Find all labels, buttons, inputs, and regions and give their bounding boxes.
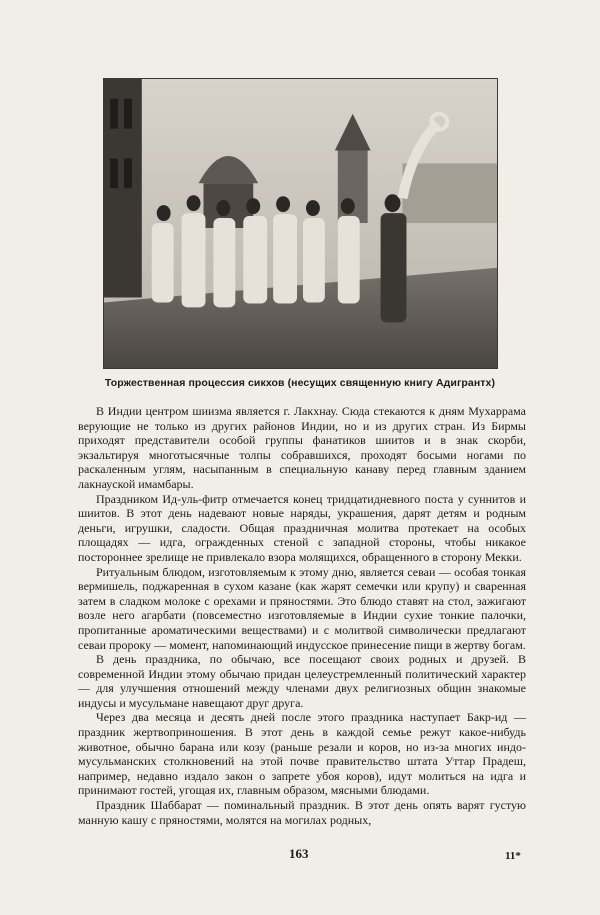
paragraph-5: Через два месяца и десять дней после этого праздника наступает Бакр-ид — праздник жертвоприношения. В этот день в каждой семье режут какое-нибудь животное, обычно барана или козу (раньше резали и коров, но из-за многих индо-мусульманских столкновений на этой почве правительство штата Уттар Прадеш, например, недавно издало закон о запрете убоя коров), идут молиться на идга и принимают гостей, угощая их, главным образом, мясными блюдами. xyxy=(78,710,526,798)
paragraph-6: Праздник Шаббарат — поминальный праздник. В этот день опять варят густую манную кашу с пряностями, молятся на могилах родных, xyxy=(78,798,526,827)
paragraph-1: В Индии центром шиизма является г. Лакхнау. Сюда стекаются к дням Мухаррама верующие не только из других районов Индии, но и из других стран. Из Бирмы приходят представители особой группы фанатиков шиитов и в знак скорби, экзальтируя многотысячные толпы собравшихся, проходят босыми ногами по раскаленным углям, насыпанным в специальную канаву перед главным зданием лакнауской имамбары. xyxy=(78,404,526,491)
signature-mark: 11* xyxy=(505,850,521,862)
paragraph-4: В день праздника, по обычаю, все посещают своих родных и друзей. В современной Индии этому обычаю придан целеустремленный политический характер — для улучшения отношений между членами двух религиозных общин знакомые индусы и мусульмане навещают друг друга. xyxy=(78,652,526,710)
page-number: 163 xyxy=(289,846,309,861)
paragraph-3: Ритуальным блюдом, изготовляемым к этому дню, является севаи — особая тонкая вермишель, поджаренная в сухом казане (как жарят семечки или крупу) и сваренная затем в сладком молоке с орехами и пряностями. Это блюдо ставят на стол, зажигают возле него агарбати (повсеместно изготовляемые в Индии сухие тонкие палочки, пропитанные ароматическими веществами) и с молитвой символически предлагают севаи пророку — момент, напоминающий индусское принесение пищи в жертву богам. xyxy=(78,564,526,652)
article-body xyxy=(78,404,526,827)
procession-photo xyxy=(103,78,498,369)
photo-caption: Торжественная процессия сикхов (несущих священную книгу Адигрантх) xyxy=(104,377,496,389)
paragraph-2: Праздником Ид-уль-фитр отмечается конец тридцатидневного поста у суннитов и шиитов. В этот день надевают новые наряды, украшения, дарят детям и родным деньги, игрушки, сладости. Общая праздничная молитва протекает на особых площадях — идга, огражденных стеной с западной стороны, чтобы никакое постороннее зрелище не привлекало взора молящихся, обращенного в сторону Мекки. xyxy=(78,491,526,564)
procession-photo-illustration xyxy=(104,79,497,368)
